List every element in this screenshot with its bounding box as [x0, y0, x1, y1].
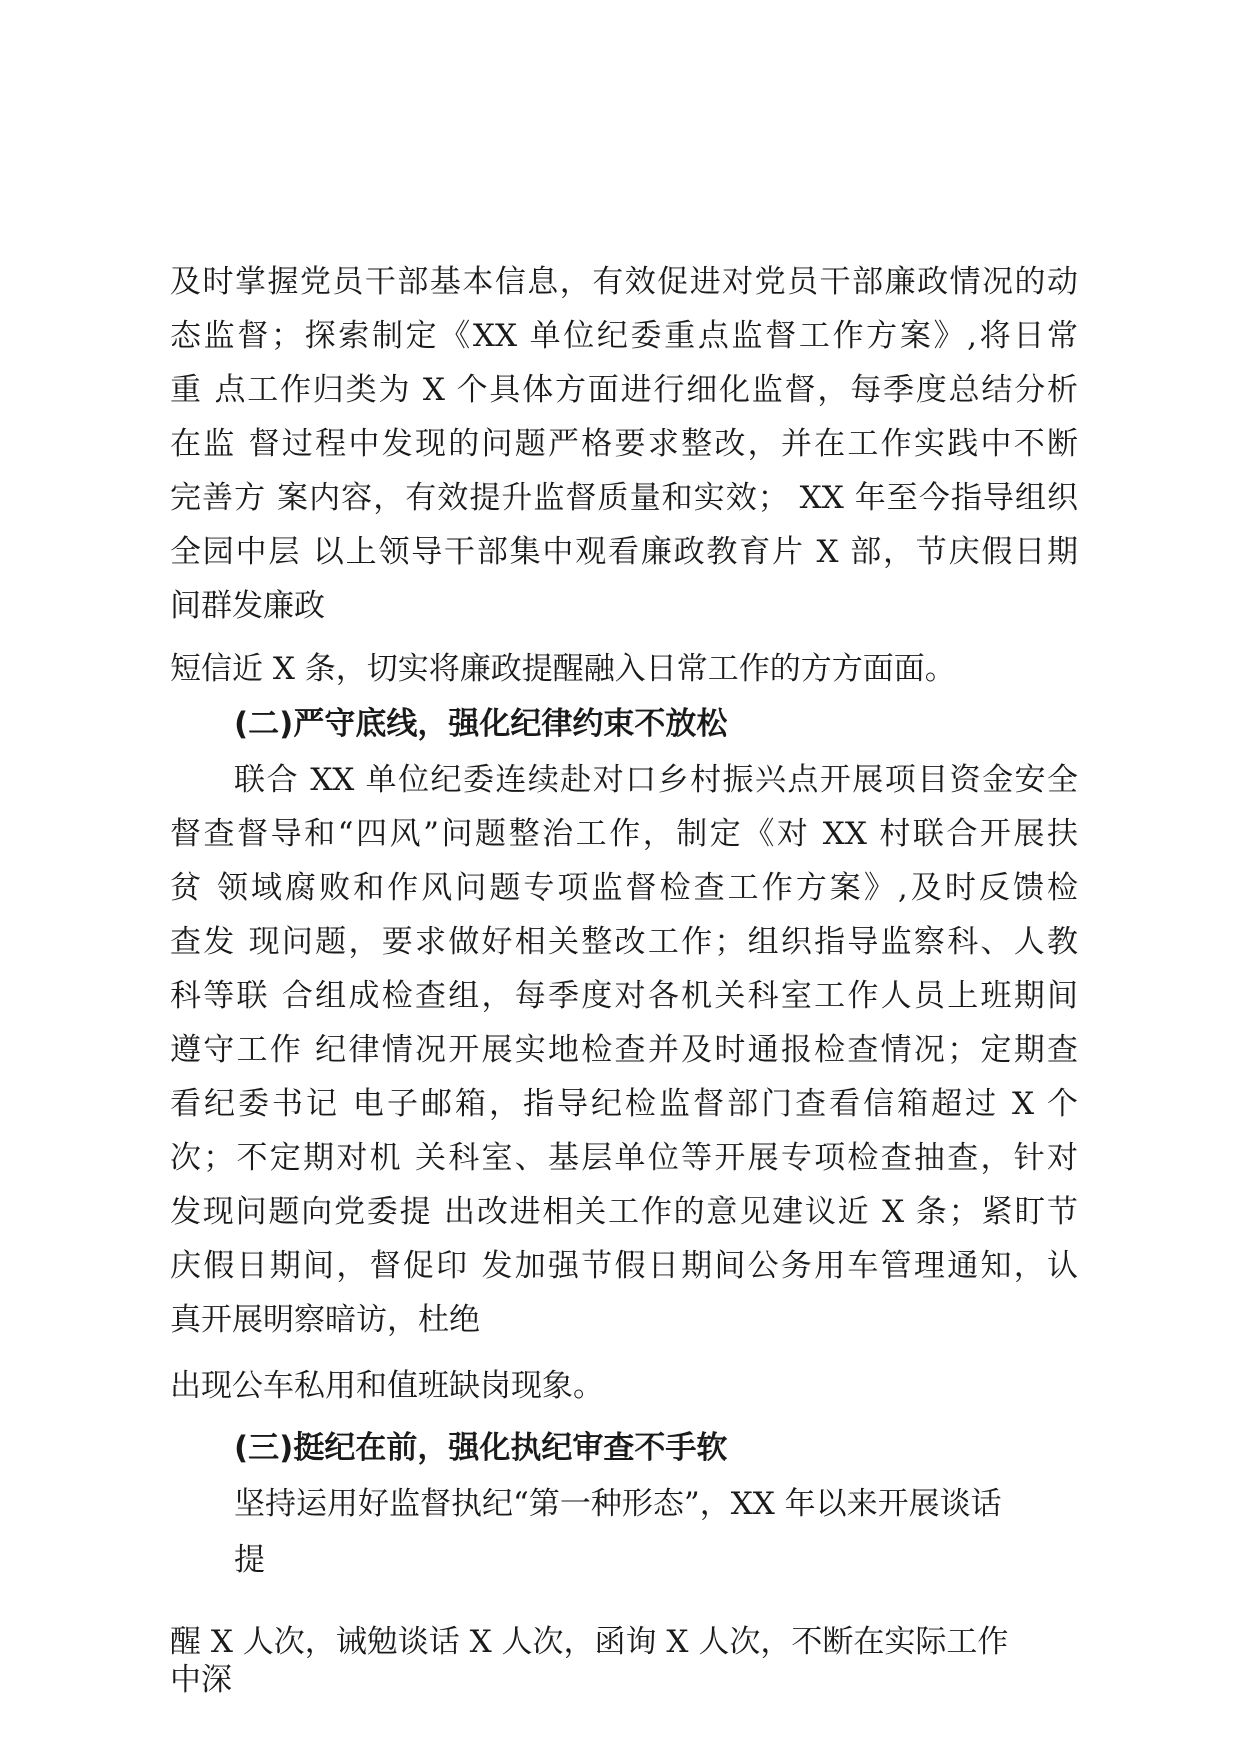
paragraph-line: 态监督；探索制定《XX 单位纪委重点监督工作方案》,将日常 [170, 318, 1078, 354]
paragraph-line: 科等联 合组成检查组，每季度对各机关科室工作人员上班期间 [170, 978, 1078, 1014]
paragraph-line: 出现公车私用和值班缺岗现象。 [170, 1368, 604, 1404]
paragraph-line: 看纪委书记 电子邮箱，指导纪检监督部门查看信箱超过 X 个 [170, 1086, 1078, 1122]
paragraph-line: 重 点工作归类为 X 个具体方面进行细化监督，每季度总结分析 [170, 372, 1078, 408]
paragraph-line: 次；不定期对机 关科室、基层单位等开展专项检查抽查，针对 [170, 1140, 1078, 1176]
paragraph-line: 坚持运用好监督执纪“第一种形态”，XX 年以来开展谈话 [234, 1486, 1002, 1522]
section-heading-3: (三)挺纪在前，强化执纪审查不手软 [234, 1430, 728, 1466]
paragraph-line: 庆假日期间，督促印 发加强节假日期间公务用车管理通知，认 [170, 1248, 1078, 1284]
paragraph-line: 及时掌握党员干部基本信息，有效促进对党员干部廉政情况的动 [170, 264, 1078, 300]
paragraph-line: 完善方 案内容，有效提升监督质量和实效； XX 年至今指导组织 [170, 480, 1078, 516]
paragraph-line: 贫 领域腐败和作风问题专项监督检查工作方案》,及时反馈检 [170, 870, 1078, 906]
paragraph-line: 遵守工作 纪律情况开展实地检查并及时通报检查情况；定期查 [170, 1032, 1078, 1068]
paragraph-line: 联合 XX 单位纪委连续赴对口乡村振兴点开展项目资金安全 [234, 762, 1078, 798]
paragraph-line: 全园中层 以上领导干部集中观看廉政教育片 X 部，节庆假日期 [170, 534, 1078, 570]
paragraph-line: 短信近 X 条，切实将廉政提醒融入日常工作的方方面面。 [170, 651, 956, 687]
section-heading-2: (二)严守底线，强化纪律约束不放松 [234, 706, 728, 742]
paragraph-line: 在监 督过程中发现的问题严格要求整改，并在工作实践中不断 [170, 426, 1078, 462]
paragraph-line: 发现问题向党委提 出改进相关工作的意见建议近 X 条；紧盯节 [170, 1194, 1078, 1230]
paragraph-line: 真开展明察暗访，杜绝 [170, 1302, 480, 1338]
paragraph-line: 查发 现问题，要求做好相关整改工作；组织指导监察科、人教 [170, 924, 1078, 960]
paragraph-line: 间群发廉政 [170, 588, 325, 624]
paragraph-line: 督查督导和“四风”问题整治工作，制定《对 XX 村联合开展扶 [170, 816, 1078, 852]
paragraph-line: 中深 [170, 1662, 232, 1698]
paragraph-line: 提 [234, 1542, 265, 1578]
paragraph-line: 醒 X 人次，诫勉谈话 X 人次，函询 X 人次，不断在实际工作 [170, 1624, 1009, 1660]
